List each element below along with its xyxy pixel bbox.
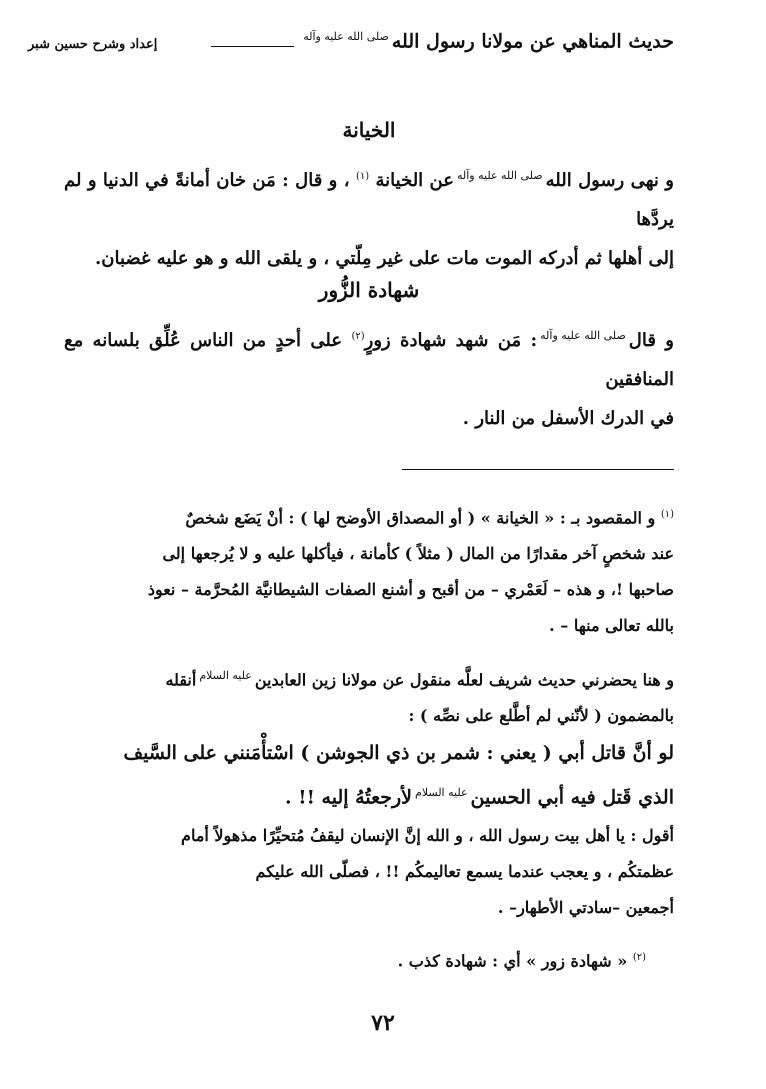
footnote-hadith-intro [64, 658, 674, 734]
page-number: ٧٢ [371, 1010, 395, 1036]
footnote-marker: (١) [660, 509, 674, 520]
text-run: و نهى رسول الله [545, 170, 674, 191]
text-run: عن الخيانة [375, 170, 454, 191]
text-run: الذي قَتل فيه أبي الحسين [470, 786, 674, 809]
footnote-line [64, 497, 674, 536]
header-rule [211, 46, 294, 47]
quote-line [64, 773, 674, 817]
paragraph-line: في الدرك الأسفل من النار . [462, 408, 674, 429]
text-run: و قال [628, 330, 674, 351]
quote-line: لو أنَّ قاتل أبي ( يعني : شمر بن ذي الجوشن ) اسْتأْمَنني على السَّيف [123, 742, 674, 764]
footnote-separator [402, 469, 674, 470]
text-run: و المقصود بـ : « الخيانة » ( أو المصداق الأوضح لها ) : أنْ يَضَع شخصٌ [185, 508, 656, 528]
imam-blessing-glyph: عليه السلام [415, 786, 468, 799]
footnote-1 [64, 497, 674, 644]
footnote-marker: (٢) [632, 952, 646, 963]
running-header [28, 30, 674, 62]
text-run: أنقله [165, 670, 197, 690]
footnote-line: عظمتكُم ، و يعجب عندما يسمع تعاليمكُم !! ، فصلّى الله عليكم [255, 862, 674, 881]
footnote-2 [64, 940, 646, 979]
text-run: لأرجعتُهُ إليه !! . [285, 786, 413, 809]
header-author: إعداد وشرح حسين شبر [28, 37, 158, 52]
prophet-blessing-glyph: صلى الله عليه وآله [303, 30, 389, 43]
footnote-ref: (٢) [351, 331, 365, 342]
footnote-line: أجمعين –سادتي الأطهار– . [497, 898, 674, 917]
paragraph-line [64, 156, 674, 239]
imam-blessing-glyph: عليه السلام [199, 669, 252, 682]
text-run: « شهادة زور » أي : شهادة كذب . [397, 951, 628, 971]
paragraph-line: إلى أهلها ثم أدركه الموت مات على غير مِلّتي ، و يلقى الله و هو عليه غضبان. [95, 248, 674, 269]
footnote-line [64, 658, 674, 698]
text-run: ، و قال : مَن خان أمانةً في الدنيا و لم يردَّها [64, 170, 674, 230]
text-run: : مَن شهد شهادة زورٍ [364, 330, 538, 351]
section-heading: شهادة الزُّور [318, 278, 420, 302]
footnote-ref: (١) [355, 171, 370, 182]
section-betrayal [64, 118, 674, 142]
prophet-blessing-glyph: صلى الله عليه وآله [457, 169, 543, 182]
footnote-line: بالله تعالى منها – . [549, 616, 674, 636]
section-false-testimony [64, 278, 674, 302]
paragraph-line [64, 316, 674, 399]
header-title [300, 30, 674, 52]
section-heading: الخيانة [342, 118, 396, 142]
footnote-line: عند شخصٍ آخر مقدارًا من المال ( مثلاً ) كأمانة ، فيأكلها عليه و لا يُرجعها إلى [162, 544, 674, 564]
footnote-comment [64, 818, 674, 926]
section-betrayal-body [64, 156, 674, 278]
header-title-text: حديث المناهي عن مولانا رسول الله [391, 30, 674, 53]
footnote-line: بالمضمون ( لأنّني لم أطَّلع على نصِّه ) : [408, 706, 674, 726]
prophet-blessing-glyph: صلى الله عليه وآله [540, 329, 626, 342]
footnote-line: صاحبها !، و هذه – لَعَمْري – من أقبح و أشنع الصفات الشيطانيَّة المُحرَّمة – نعوذ [147, 580, 674, 600]
text-run: و هنا يحضرني حديث شريف لعلَّه منقول عن مولانا زين العابدين [254, 670, 674, 690]
footnote-line: أقول : يا أهل بيت رسول الله ، و الله إنَّ الإنسان ليقفُ مُتحيِّرًا مذهولاً أمام [181, 826, 674, 845]
text-run: على أحدٍ من الناس عُلِّق بلسانه مع المنافقين [64, 330, 674, 390]
footnote-quote [64, 734, 674, 817]
footnote-line [64, 940, 646, 979]
section-false-testimony-body [64, 316, 674, 438]
